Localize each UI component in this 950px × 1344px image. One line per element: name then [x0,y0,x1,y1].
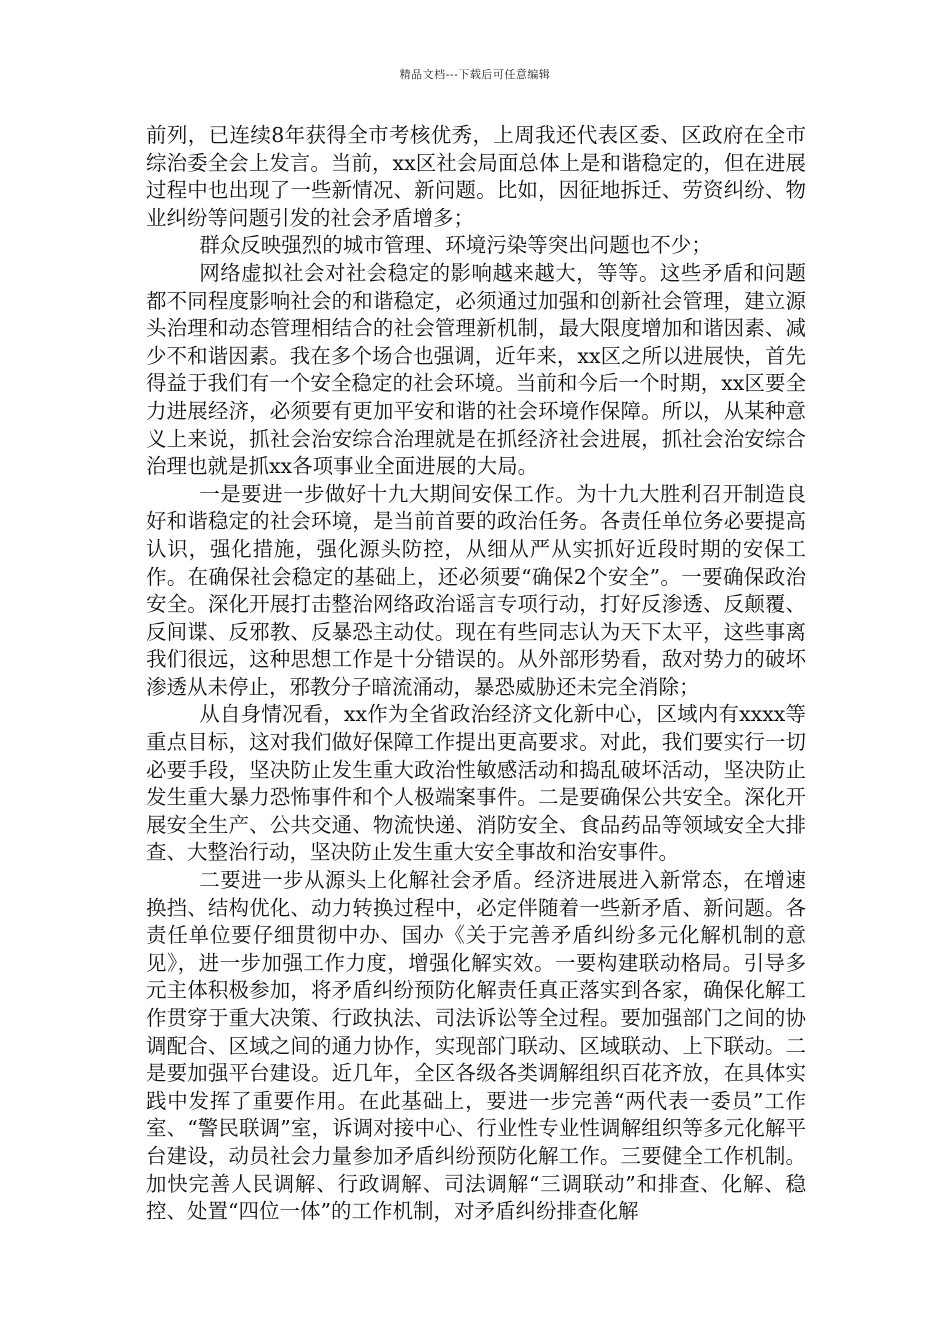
body-paragraph: 从自身情况看，xx作为全省政治经济文化新中心，区域内有xxxx等重点目标，这对我们做好保障工作提出更高要求。对此，我们要实行一切必要手段，坚决防止发生重大政治性敏感活动和捣乱破坏活动，坚决防止发生重大暴力恐怖事件和个人极端案事件。二是要确保公共安全。深化开展安全生产、公共交通、物流快递、消防安全、食品药品等领域安全大排查、大整治行动，坚决防止发生重大安全事故和治安事件。 [146,702,806,865]
body-paragraph: 二要进一步从源头上化解社会矛盾。经济进展进入新常态，在增速换挡、结构优化、动力转换过程中，必定伴随着一些新矛盾、新问题。各责任单位要仔细贯彻中办、国办《关于完善矛盾纠纷多元化解机制的意见》，进一步加强工作力度，增强化解实效。一要构建联动格局。引导多元主体积极参加，将矛盾纠纷预防化解责任真正落实到各家，确保化解工作贯穿于重大决策、行政执法、司法诉讼等全过程。要加强部门之间的协调配合、区域之间的通力协作，实现部门联动、区域联动、上下联动。二是要加强平台建设。近几年，全区各级各类调解组织百花齐放，在具体实践中发挥了重要作用。在此基础上，要进一步完善“两代表一委员”工作室、“警民联调”室，诉调对接中心、行业性专业性调解组织等多元化解平台建设，动员社会力量参加矛盾纠纷预防化解工作。三要健全工作机制。加快完善人民调解、行政调解、司法调解“三调联动”和排查、化解、稳控、处置“四位一体”的工作机制，对矛盾纠纷排查化解 [146,868,806,1224]
body-paragraph: 群众反映强烈的城市管理、环境污染等突出问题也不少； [199,233,712,258]
body-paragraph: 网络虚拟社会对社会稳定的影响越来越大，等等。这些矛盾和问题都不同程度影响社会的和谐稳定，必须通过加强和创新社会管理，建立源头治理和动态管理相结合的社会管理新机制，最大限度增加和谐因素、减少不和谐因素。我在多个场合也强调，近年来，xx区之所以进展快，首先得益于我们有一个安全稳定的社会环境。当前和今后一个时期，xx区要全力进展经济，必须要有更加平安和谐的社会环境作保障。所以，从某种意义上来说，抓社会治安综合治理就是在抓经济社会进展，抓社会治安综合治理也就是抓xx各项事业全面进展的大局。 [146,260,806,479]
document-body [146,122,806,1226]
body-paragraph: 前列，已连续8年获得全市考核优秀，上周我还代表区委、区政府在全市综治委全会上发言。当前，xx区社会局面总体上是和谐稳定的，但在进展过程中也出现了一些新情况、新问题。比如，因征地拆迁、劳资纠纷、物业纠纷等问题引发的社会矛盾增多； [146,123,806,230]
body-paragraph: 一是要进一步做好十九大期间安保工作。为十九大胜利召开制造良好和谐稳定的社会环境，是当前首要的政治任务。各责任单位务必要提高认识，强化措施，强化源头防控，从细从严从实抓好近段时期的安保工作。在确保社会稳定的基础上，还必须要“确保2个安全”。一要确保政治安全。深化开展打击整治网络政治谣言专项行动，打好反渗透、反颠覆、反间谍、反邪教、反暴恐主动仗。现在有些同志认为天下太平，这些事离我们很远，这种思想工作是十分错误的。从外部形势看，敌对势力的破坏渗透从未停止，邪教分子暗流涌动，暴恐威胁还未完全消除； [146,481,806,699]
page-header: 精品文档---下载后可任意编辑 [399,68,551,81]
